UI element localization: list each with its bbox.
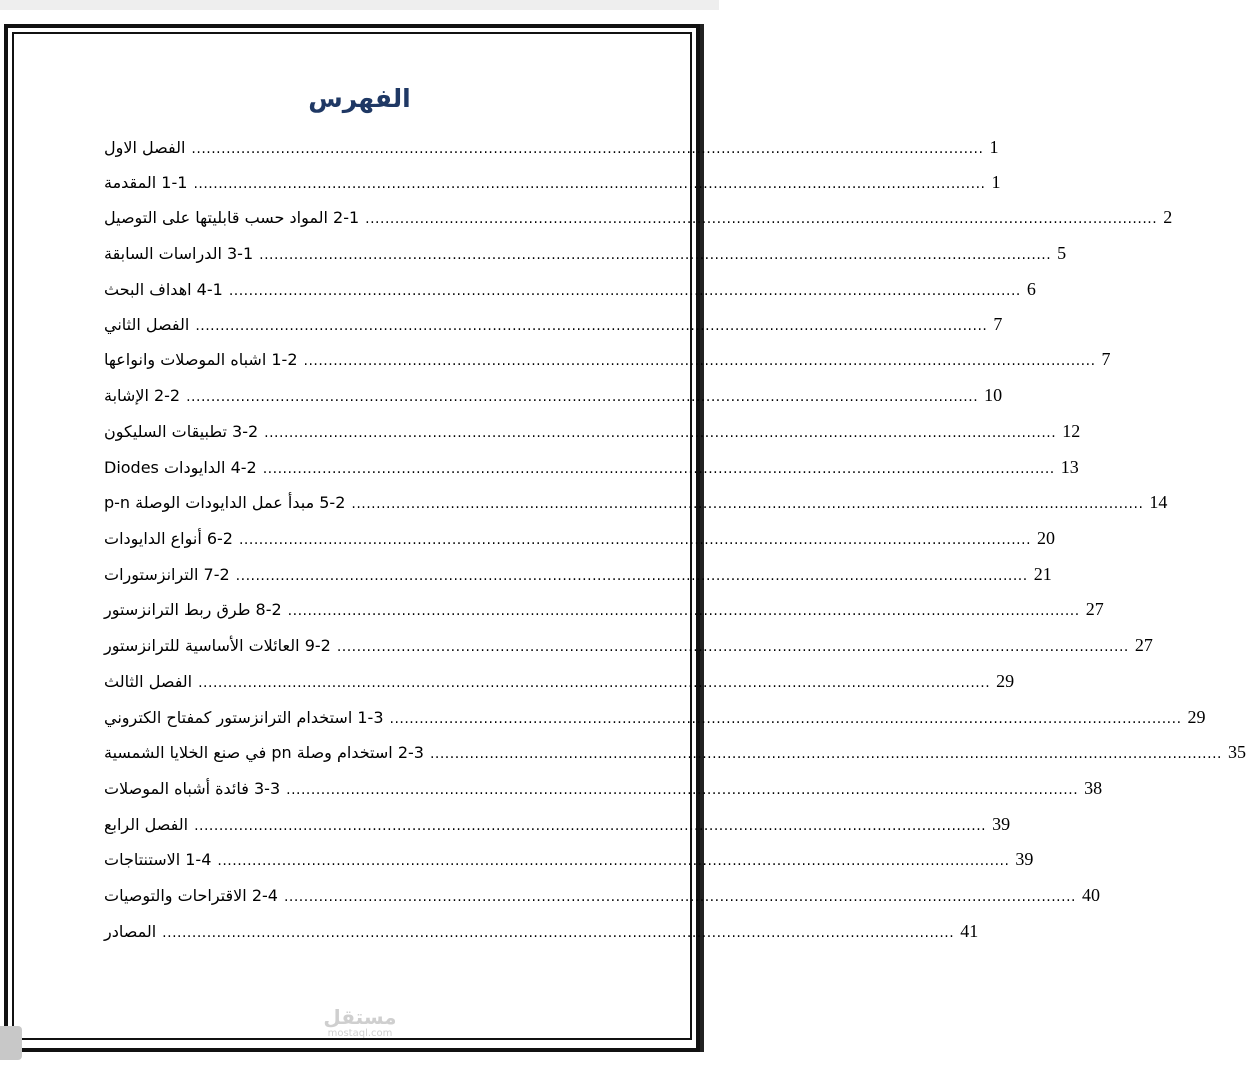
toc-entry-title: الفصل الاول xyxy=(104,138,186,157)
toc-page-number: 41 xyxy=(960,921,979,941)
toc-leader-dots: ................................................................................................................................................................ xyxy=(303,353,1096,369)
toc-leader-dots: ................................................................................................................................................................ xyxy=(235,568,1028,584)
toc-entry[interactable] xyxy=(104,635,1153,659)
toc-entry-title: 5-2 مبدأ عمل الدايودات الوصلة p-n xyxy=(104,493,346,512)
toc-entry[interactable] xyxy=(104,707,1206,731)
toc-leader-dots: ................................................................................................................................................................ xyxy=(195,318,988,334)
toc-page-number: 14 xyxy=(1149,492,1168,512)
page-corner-tab xyxy=(0,1026,22,1060)
toc-entry-title: 2-2 الإشابة xyxy=(104,386,181,405)
toc-leader-dots: ................................................................................................................................................................ xyxy=(336,639,1129,655)
toc-entry-title: 3-2 تطبيقات السليكون xyxy=(104,422,259,441)
toc-entry[interactable] xyxy=(104,671,1015,695)
toc-leader-dots: ................................................................................................................................................................ xyxy=(186,389,979,405)
toc-entry-title: الفصل الرابع xyxy=(104,815,189,834)
toc-entry[interactable] xyxy=(104,172,1001,196)
toc-page-number: 29 xyxy=(996,671,1015,691)
toc-leader-dots: ................................................................................................................................................................ xyxy=(287,603,1080,619)
toc-entry-title: الفصل الثالث xyxy=(104,672,193,691)
toc-entry-title: 4-2 الدايودات Diodes xyxy=(104,458,257,477)
watermark-url: mostaql.com xyxy=(327,1028,393,1039)
toc-entry[interactable] xyxy=(104,814,1011,838)
toc-page-number: 7 xyxy=(993,314,1003,334)
toc-entry[interactable] xyxy=(104,885,1100,909)
toc-page-number: 27 xyxy=(1134,635,1153,655)
toc-page-number: 5 xyxy=(1057,243,1067,263)
toc-entry-title: 1-3 استخدام الترانزستور كمفتاح الكتروني xyxy=(104,708,384,727)
toc-entry[interactable] xyxy=(104,849,1034,873)
toc-leader-dots: ................................................................................................................................................................ xyxy=(365,211,1158,227)
toc-page-number: 1 xyxy=(989,137,999,157)
toc-page-number: 12 xyxy=(1062,421,1081,441)
toc-entry-title: 2-1 المواد حسب قابليتها على التوصيل xyxy=(104,208,360,227)
toc-entry[interactable] xyxy=(104,921,979,945)
toc-entry-title: 8-2 طرق ربط الترانزستور xyxy=(104,600,282,619)
toc-leader-dots: ................................................................................................................................................................ xyxy=(238,532,1032,548)
toc-entry[interactable] xyxy=(104,279,1036,303)
toc-entry[interactable] xyxy=(104,528,1056,552)
toc-entry-title: 3-3 فائدة أشباه الموصلات xyxy=(104,779,281,798)
toc-leader-dots: ................................................................................................................................................................ xyxy=(389,711,1182,727)
toc-entry[interactable] xyxy=(104,349,1111,373)
toc-leader-dots: ................................................................................................................................................................ xyxy=(262,461,1055,477)
toc-leader-dots: ................................................................................................................................................................ xyxy=(264,425,1057,441)
toc-page-number: 13 xyxy=(1060,457,1079,477)
toc-page-number: 2 xyxy=(1163,207,1173,227)
watermark-logo: مستقل xyxy=(323,1005,397,1029)
toc-entry-title: 9-2 العائلات الأساسية للترانزستور xyxy=(104,636,331,655)
toc-page-number: 39 xyxy=(1015,849,1034,869)
toc-entry[interactable] xyxy=(104,137,999,161)
toc-entry-title: 2-3 استخدام وصلة pn في صنع الخلايا الشمسية xyxy=(104,743,424,762)
toc-page-number: 27 xyxy=(1085,599,1104,619)
toc-leader-dots: ................................................................................................................................................................ xyxy=(162,925,955,941)
toc-entry-title: 2-4 الاقتراحات والتوصيات xyxy=(104,886,278,905)
page-title: الفهرس xyxy=(308,84,411,113)
toc-entry[interactable] xyxy=(104,492,1168,516)
toc-entry[interactable] xyxy=(104,314,1003,338)
toc-page-number: 39 xyxy=(992,814,1011,834)
toc-entry[interactable] xyxy=(104,207,1173,231)
toc-entry-title: المصادر xyxy=(104,922,157,941)
toc-page-number: 7 xyxy=(1101,349,1111,369)
toc-page-number: 38 xyxy=(1084,778,1103,798)
toc-entry[interactable] xyxy=(104,742,1246,766)
toc-leader-dots: ................................................................................................................................................................ xyxy=(194,818,987,834)
toc-entry[interactable] xyxy=(104,243,1067,267)
toc-leader-dots: ................................................................................................................................................................ xyxy=(351,496,1144,512)
toc-entry-title: 1-2 اشباه الموصلات وانواعها xyxy=(104,350,298,369)
toc-entry[interactable] xyxy=(104,564,1052,588)
toc-entry-title: الفصل الثاني xyxy=(104,315,190,334)
toc-entry[interactable] xyxy=(104,778,1103,802)
toc-leader-dots: ................................................................................................................................................................ xyxy=(198,675,991,691)
toc-page-number: 6 xyxy=(1026,279,1036,299)
toc-entry-title: 1-1 المقدمة xyxy=(104,173,188,192)
toc-leader-dots: ................................................................................................................................................................ xyxy=(228,283,1021,299)
toc-page-number: 29 xyxy=(1187,707,1206,727)
toc-page-number: 40 xyxy=(1081,885,1100,905)
toc-page-number: 1 xyxy=(991,172,1001,192)
toc-leader-dots: ................................................................................................................................................................ xyxy=(429,746,1222,762)
toc-leader-dots: ................................................................................................................................................................ xyxy=(193,176,986,192)
watermark xyxy=(300,1006,420,1040)
toc-entry-title: 6-2 أنواع الدايودات xyxy=(104,529,233,548)
toc-entry-title: 4-1 اهداف البحث xyxy=(104,280,223,299)
toc-entry[interactable] xyxy=(104,599,1104,623)
toc-entry[interactable] xyxy=(104,385,1003,409)
toc-leader-dots: ................................................................................................................................................................ xyxy=(283,889,1076,905)
toc-entry[interactable] xyxy=(104,421,1081,445)
toc-entry-title: 7-2 الترانزستورات xyxy=(104,565,230,584)
toc-entry-title: 3-1 الدراسات السابقة xyxy=(104,244,254,263)
toc-page-number: 35 xyxy=(1227,742,1246,762)
toc-entry-title: 1-4 الاستنتاجات xyxy=(104,850,212,869)
toc-page-number: 20 xyxy=(1037,528,1056,548)
toc-leader-dots: ................................................................................................................................................................ xyxy=(259,247,1052,263)
toc-page-number: 10 xyxy=(984,385,1003,405)
toc-entry[interactable] xyxy=(104,457,1079,481)
toc-leader-dots: ................................................................................................................................................................ xyxy=(217,853,1010,869)
toc-leader-dots: ................................................................................................................................................................ xyxy=(286,782,1079,798)
toc-leader-dots: ................................................................................................................................................................ xyxy=(191,141,984,157)
toc-page-number: 21 xyxy=(1033,564,1052,584)
